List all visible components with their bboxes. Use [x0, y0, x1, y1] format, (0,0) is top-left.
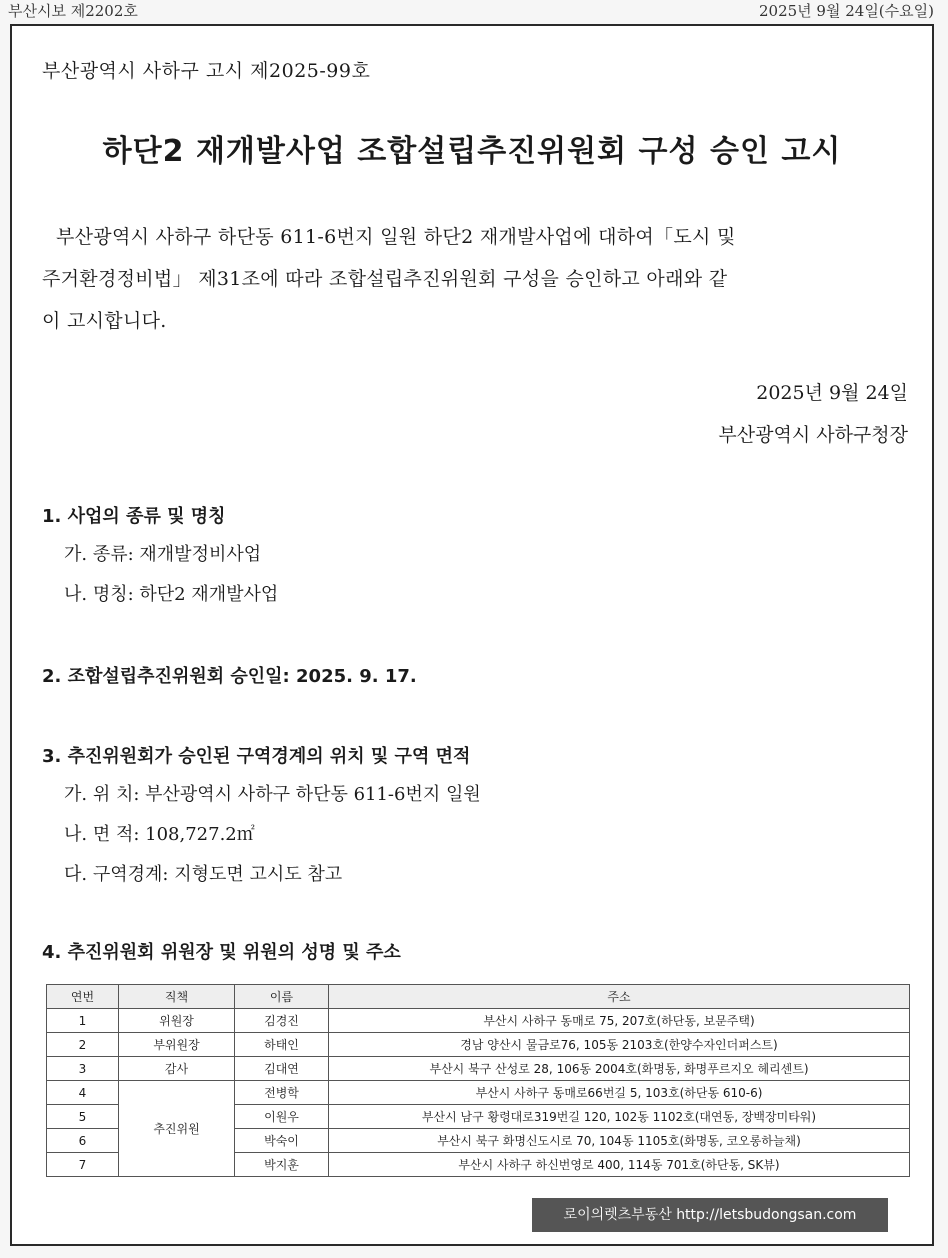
section-2-heading: 2. 조합설립추진위원회 승인일: 2025. 9. 17. [42, 666, 417, 687]
document-frame [10, 24, 934, 1246]
item-value: 부산광역시 사하구 하단동 611-6번지 일원 [145, 784, 481, 805]
cell-name: 김경진 [235, 1009, 329, 1033]
cell-no: 2 [47, 1033, 119, 1057]
item-value: 하단2 재개발사업 [139, 584, 279, 605]
body-line-1: 부산광역시 사하구 하단동 611-6번지 일원 하단2 재개발사업에 대하여「도시 및 [56, 226, 736, 248]
document-title: 하단2 재개발사업 조합설립추진위원회 구성 승인 고시 [102, 134, 842, 169]
cell-address: 부산시 북구 산성로 28, 106동 2004호(화명동, 화명푸르지오 헤리센트) [329, 1057, 910, 1081]
cell-role: 감사 [119, 1057, 235, 1081]
section-3-item-area [64, 820, 255, 846]
body-line-3: 이 고시합니다. [42, 310, 167, 332]
gazette-number: 부산시보 제2202호 [8, 2, 138, 20]
column-header-name: 이름 [235, 985, 329, 1009]
table-row [47, 1033, 910, 1057]
item-label: 나. 면 적: [64, 824, 140, 845]
table-row [47, 1009, 910, 1033]
cell-no: 6 [47, 1129, 119, 1153]
cell-address: 부산시 사하구 하신번영로 400, 114동 701호(하단동, SK뷰) [329, 1153, 910, 1177]
item-value: 재개발정비사업 [139, 544, 262, 565]
cell-no: 5 [47, 1105, 119, 1129]
cell-role: 부위원장 [119, 1033, 235, 1057]
notice-number: 부산광역시 사하구 고시 제2025-99호 [42, 60, 371, 82]
cell-address: 부산시 남구 황령대로319번길 120, 102동 1102호(대연동, 장백장미타워) [329, 1105, 910, 1129]
section-3-item-boundary [64, 860, 342, 886]
table-row [47, 1057, 910, 1081]
column-header-role: 직책 [119, 985, 235, 1009]
item-value: 108,727.2㎡ [145, 824, 255, 845]
item-value: 지형도면 고시도 참고 [174, 864, 343, 885]
signature-authority: 부산광역시 사하구청장 [718, 424, 908, 446]
table-row [47, 1081, 910, 1105]
section-1-heading: 1. 사업의 종류 및 명칭 [42, 506, 226, 527]
signature-block [718, 372, 908, 456]
cell-address: 부산시 북구 화명신도시로 70, 104동 1105호(화명동, 코오롱하늘채) [329, 1129, 910, 1153]
cell-name: 이원우 [235, 1105, 329, 1129]
section-3-heading: 3. 추진위원회가 승인된 구역경계의 위치 및 구역 면적 [42, 746, 471, 767]
cell-no: 4 [47, 1081, 119, 1105]
cell-no: 3 [47, 1057, 119, 1081]
cell-address: 부산시 사하구 동매로 75, 207호(하단동, 보문주택) [329, 1009, 910, 1033]
cell-role-merged: 추진위원 [119, 1081, 235, 1177]
item-label: 다. 구역경계: [64, 864, 169, 885]
item-label: 가. 종류: [64, 544, 134, 565]
cell-name: 김대연 [235, 1057, 329, 1081]
signature-date: 2025년 9월 24일 [756, 382, 908, 404]
table-header-row [47, 985, 910, 1009]
section-3-item-location [64, 780, 481, 806]
body-line-2: 주거환경정비법」 제31조에 따라 조합설립추진위원회 구성을 승인하고 아래와 같 [42, 268, 728, 290]
section-4-heading: 4. 추진위원회 위원장 및 위원의 성명 및 주소 [42, 942, 401, 963]
cell-no: 1 [47, 1009, 119, 1033]
gazette-header [0, 0, 948, 22]
cell-no: 7 [47, 1153, 119, 1177]
notice-body [42, 216, 910, 342]
cell-role: 위원장 [119, 1009, 235, 1033]
cell-address: 부산시 사하구 동매로66번길 5, 103호(하단동 610-6) [329, 1081, 910, 1105]
item-label: 나. 명칭: [64, 584, 134, 605]
cell-address: 경남 양산시 물금로76, 105동 2103호(한양수자인더퍼스트) [329, 1033, 910, 1057]
gazette-date: 2025년 9월 24일(수요일) [759, 2, 934, 20]
committee-members-table [46, 984, 910, 1177]
cell-name: 박지훈 [235, 1153, 329, 1177]
item-label: 가. 위 치: [64, 784, 140, 805]
cell-name: 하태인 [235, 1033, 329, 1057]
section-1-item-name [64, 580, 278, 606]
section-1-item-type [64, 540, 261, 566]
column-header-address: 주소 [329, 985, 910, 1009]
watermark-label: 로이의렛츠부동산 http://letsbudongsan.com [532, 1198, 888, 1232]
cell-name: 전병학 [235, 1081, 329, 1105]
column-header-no: 연번 [47, 985, 119, 1009]
cell-name: 박숙이 [235, 1129, 329, 1153]
